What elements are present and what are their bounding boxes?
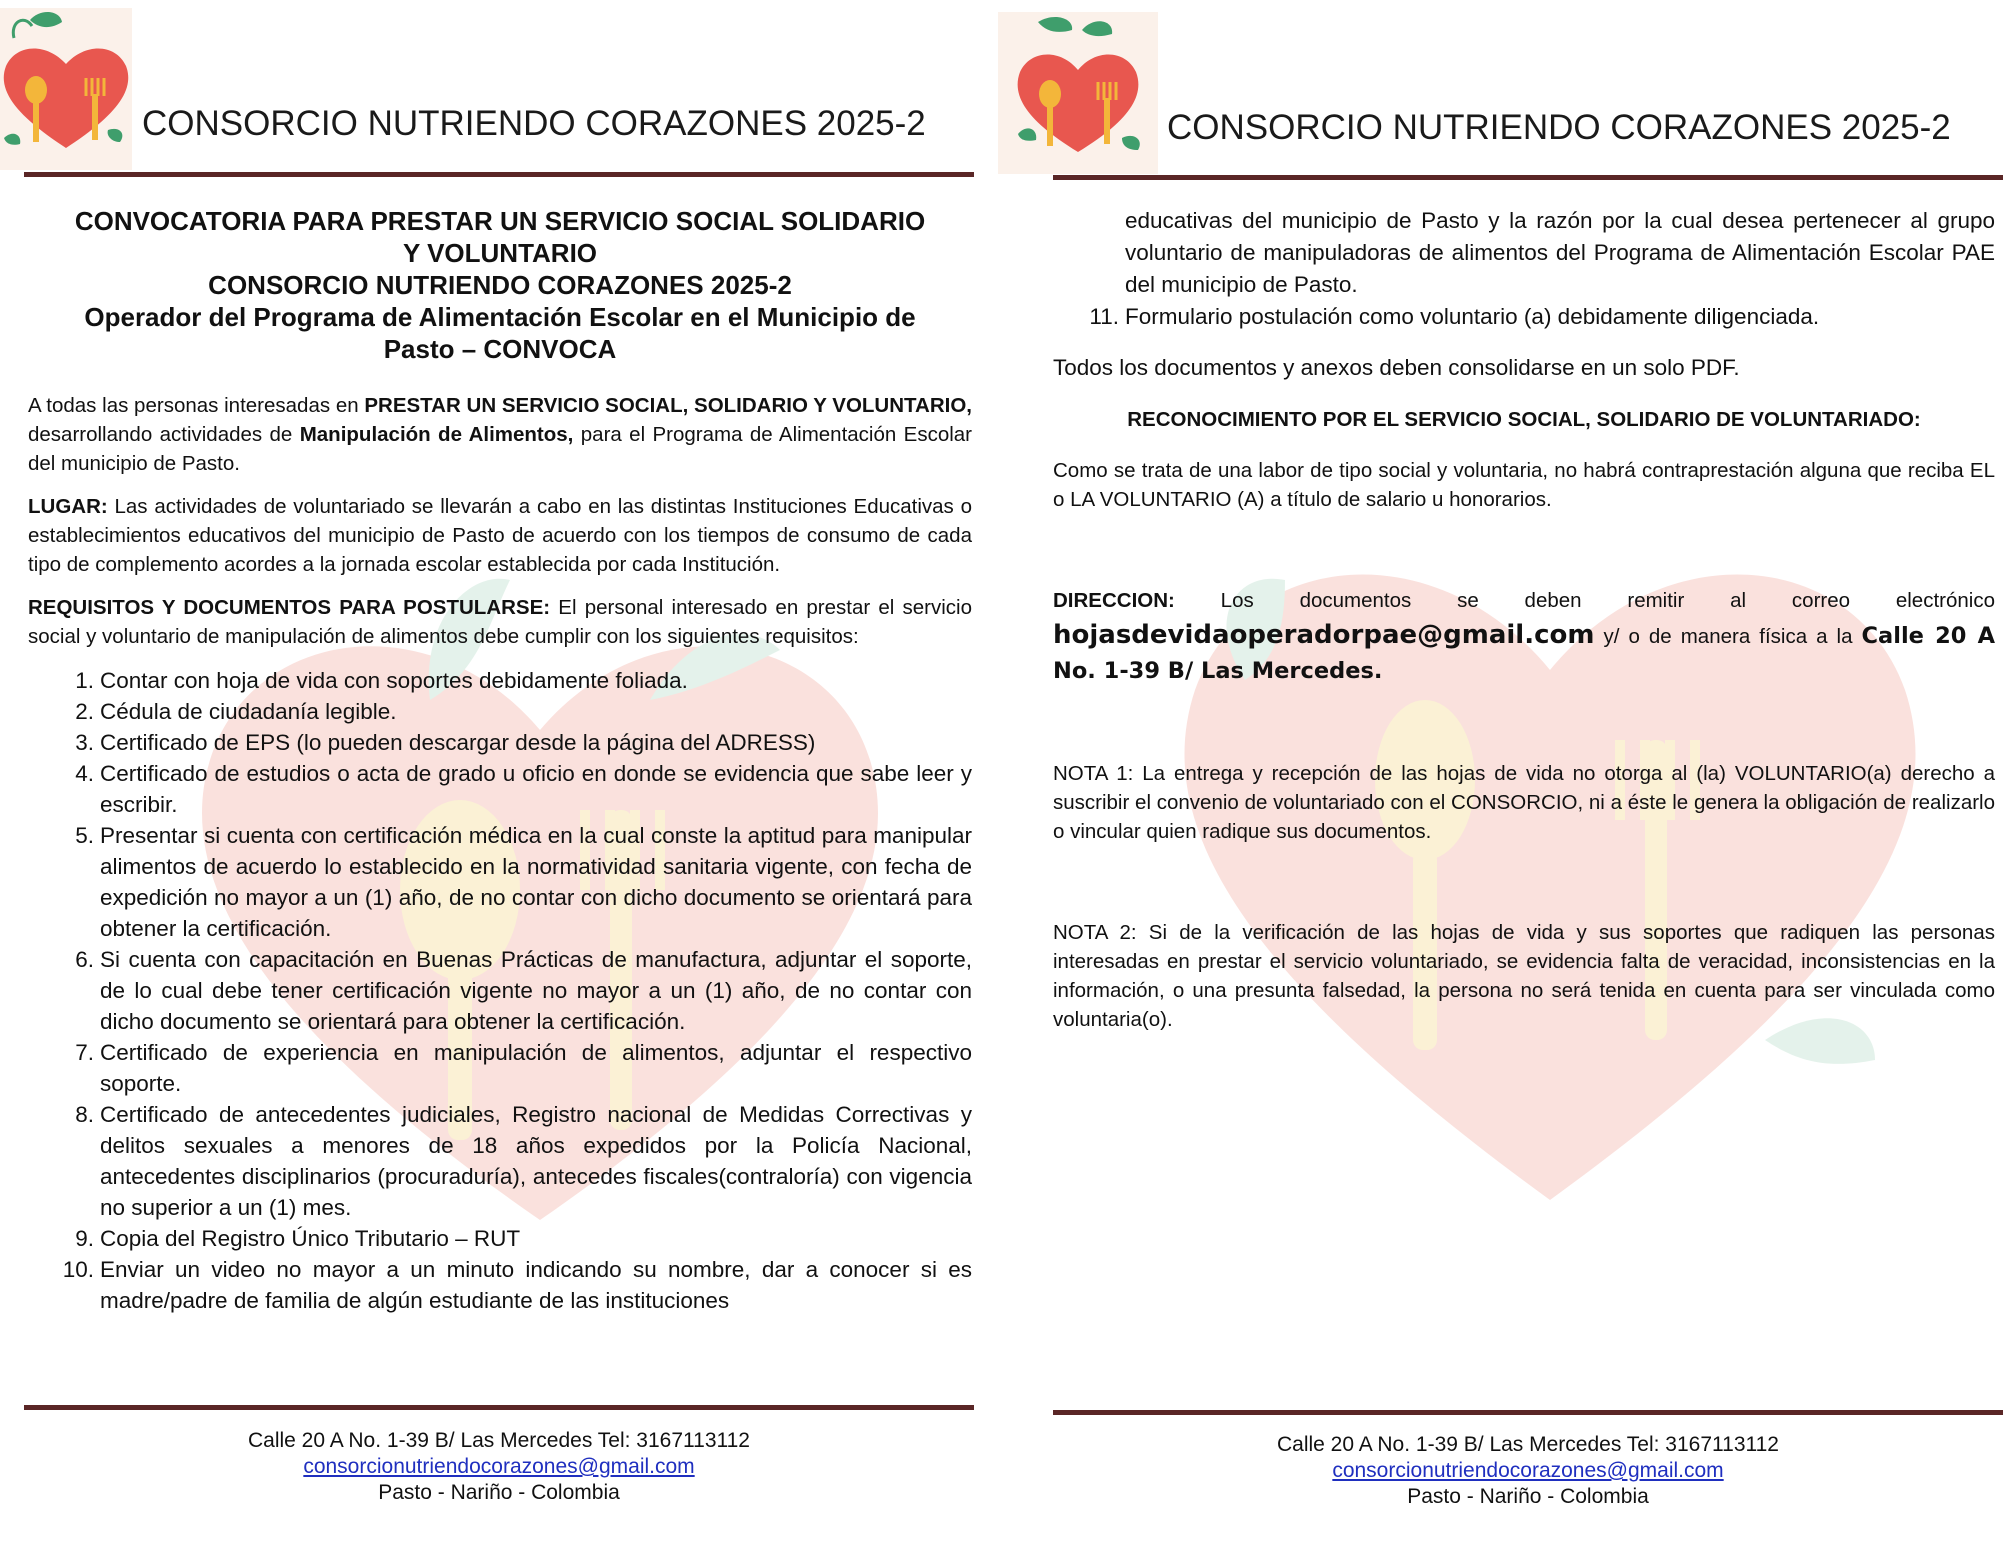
title-line: CONVOCATORIA PARA PRESTAR UN SERVICIO SOCIAL SOLIDARIO	[74, 206, 926, 236]
nota-1: NOTA 1: La entrega y recepción de las hojas de vida no otorga al (la) VOLUNTARIO(a) derecho a suscribir el convenio de voluntariado con el CONSORCIO, ni a éste le genera la obligación de realizarlo o vincular quien radique sus documentos.	[1053, 762, 1995, 843]
footer-divider	[1053, 1410, 2003, 1415]
list-item: 11. Formulario postulación como voluntario (a) debidamente diligenciada.	[1089, 304, 1820, 329]
footer-address: Calle 20 A No. 1-39 B/ Las Mercedes Tel: 3167113112	[1276, 1433, 1779, 1456]
list-item: 2. Cédula de ciudadanía legible.	[75, 699, 397, 724]
recognition-heading: RECONOCIMIENTO POR EL SERVICIO SOCIAL, SOLIDARIO DE VOLUNTARIADO:	[1127, 408, 1921, 431]
title-line: Y VOLUNTARIO	[402, 238, 598, 268]
header-title: CONSORCIO NUTRIENDO CORAZONES 2025-2	[1167, 108, 1951, 147]
page-2-body	[1053, 205, 1995, 1048]
lugar-label: LUGAR:	[28, 495, 108, 518]
header-title: CONSORCIO NUTRIENDO CORAZONES 2025-2	[142, 104, 926, 143]
intro-paragraph: A todas las personas interesadas en PRESTAR UN SERVICIO SOCIAL, SOLIDARIO Y VOLUNTARIO, desarrollando actividades de Manipulación de Alimentos, para el Programa de Alimentación Escolar del municipio de Pasto.	[28, 394, 973, 475]
item-10-continuation: educativas del municipio de Pasto y la razón por la cual desea pertenecer al grupo voluntario de manipuladoras de alimentos del Programa de Alimentación Escolar PAE del municipio de Pasto. 11. Formulario postulación como voluntario (a) debidamente diligenciada.	[1053, 205, 1995, 333]
recognition-paragraph: Como se trata de una labor de tipo social y voluntaria, no habrá contraprestación alguna que reciba EL o LA VOLUNTARIO (A) a título de salario u honorarios.	[1053, 459, 1995, 511]
list-item: 7. Certificado de experiencia en manipulación de alimentos, adjuntar el respectivo soporte.	[75, 1040, 972, 1096]
submission-email: hojasdevidaoperadorpae@gmail.com	[1053, 620, 1595, 650]
list-item: 9. Copia del Registro Único Tributario – RUT	[75, 1226, 521, 1251]
document-page-2	[995, 0, 2012, 1548]
footer-location: Pasto - Nariño - Colombia	[378, 1481, 620, 1504]
announcement-title	[28, 205, 972, 365]
footer-email-link[interactable]: consorcionutriendocorazones@gmail.com	[303, 1455, 695, 1478]
nota-2: NOTA 2: Si de la verificación de las hojas de vida y sus soportes que radiquen las personas interesadas en prestar el servicio voluntariado, se evidencia falta de veracidad, inconsistencias en la información, o una presunta falsedad, la persona no será tenida en cuenta para ser vinculada como voluntaria(o).	[1053, 921, 1995, 1031]
list-item: 6. Si cuenta con capacitación en Buenas Prácticas de manufactura, adjuntar el soporte, de lo cual debe tener certificación vigente no mayor a un (1) año, de no contar con dicho documento se orientará para obtener la certificación.	[75, 947, 972, 1034]
requirements-list	[28, 665, 972, 1316]
title-line: Operador del Programa de Alimentación Escolar en el Municipio de	[84, 302, 916, 332]
page-1-body	[28, 205, 972, 1316]
footer-email-link[interactable]: consorcionutriendocorazones@gmail.com	[1332, 1459, 1724, 1482]
consortium-logo	[998, 12, 1158, 174]
footer-address: Calle 20 A No. 1-39 B/ Las Mercedes Tel: 3167113112	[247, 1429, 750, 1452]
direccion-label: DIRECCION:	[1053, 589, 1175, 612]
list-item: 4. Certificado de estudios o acta de grado u oficio en donde se evidencia que sabe leer y escribir.	[75, 761, 972, 817]
requisitos-label: REQUISITOS Y DOCUMENTOS PARA POSTULARSE:	[28, 596, 551, 619]
title-line: CONSORCIO NUTRIENDO CORAZONES 2025-2	[208, 270, 792, 300]
footer-location: Pasto - Nariño - Colombia	[1407, 1485, 1649, 1508]
consolidate-note: Todos los documentos y anexos deben consolidarse en un solo PDF.	[1053, 355, 1740, 380]
page-footer	[1053, 1432, 2003, 1510]
document-page-1	[0, 0, 995, 1548]
list-item: 5. Presentar si cuenta con certificación médica en la cual conste la aptitud para manipular alimentos de acuerdo lo establecido en la normatividad sanitaria vigente, con fecha de expedición no mayor a un (1) año, de no contar con dicho documento se orientará para obtener la certificación.	[75, 823, 972, 941]
list-item: 8. Certificado de antecedentes judiciales, Registro nacional de Medidas Correctivas y delitos sexuales a menores de 18 años expedidos por la Policía Nacional, antecedentes disciplinarios (procuraduría), antecedes fiscales(contraloría) con vigencia no superior a un (1) mes.	[75, 1102, 972, 1220]
requisitos-paragraph: REQUISITOS Y DOCUMENTOS PARA POSTULARSE: El personal interesado en prestar el servicio social y voluntario de manipulación de alimentos debe cumplir con los siguientes requisitos:	[28, 596, 973, 648]
header-divider	[24, 172, 974, 177]
list-item: 3. Certificado de EPS (lo pueden descargar desde la página del ADRESS)	[75, 730, 816, 755]
consortium-logo	[0, 8, 132, 170]
list-item: 10. Enviar un video no mayor a un minuto indicando su nombre, dar a conocer si es madre/padre de familia de algún estudiante de las instituciones	[62, 1257, 972, 1313]
header-divider	[1053, 175, 2003, 180]
lugar-paragraph: LUGAR: Las actividades de voluntariado se llevarán a cabo en las distintas Instituciones Educativas o establecimientos educativos del municipio de Pasto de acuerdo con los tiempos de consumo de cada tipo de complemento acordes a la jornada escolar establecida por cada Institución.	[28, 495, 972, 576]
footer-divider	[24, 1405, 974, 1410]
submission-address: Calle 20 A No. 1-39 B/ Las Mercedes.	[1053, 623, 1995, 684]
page-footer	[24, 1428, 974, 1506]
direccion-paragraph: DIRECCION: Los documentos se deben remitir al correo electrónico hojasdevidaoperadorpae@gmail.com y/ o de manera física a la Calle 20 A No. 1-39 B/ Las Mercedes.	[1053, 589, 1995, 684]
title-line: Pasto – CONVOCA	[383, 334, 617, 364]
list-item: 1. Contar con hoja de vida con soportes debidamente foliada.	[75, 668, 688, 693]
